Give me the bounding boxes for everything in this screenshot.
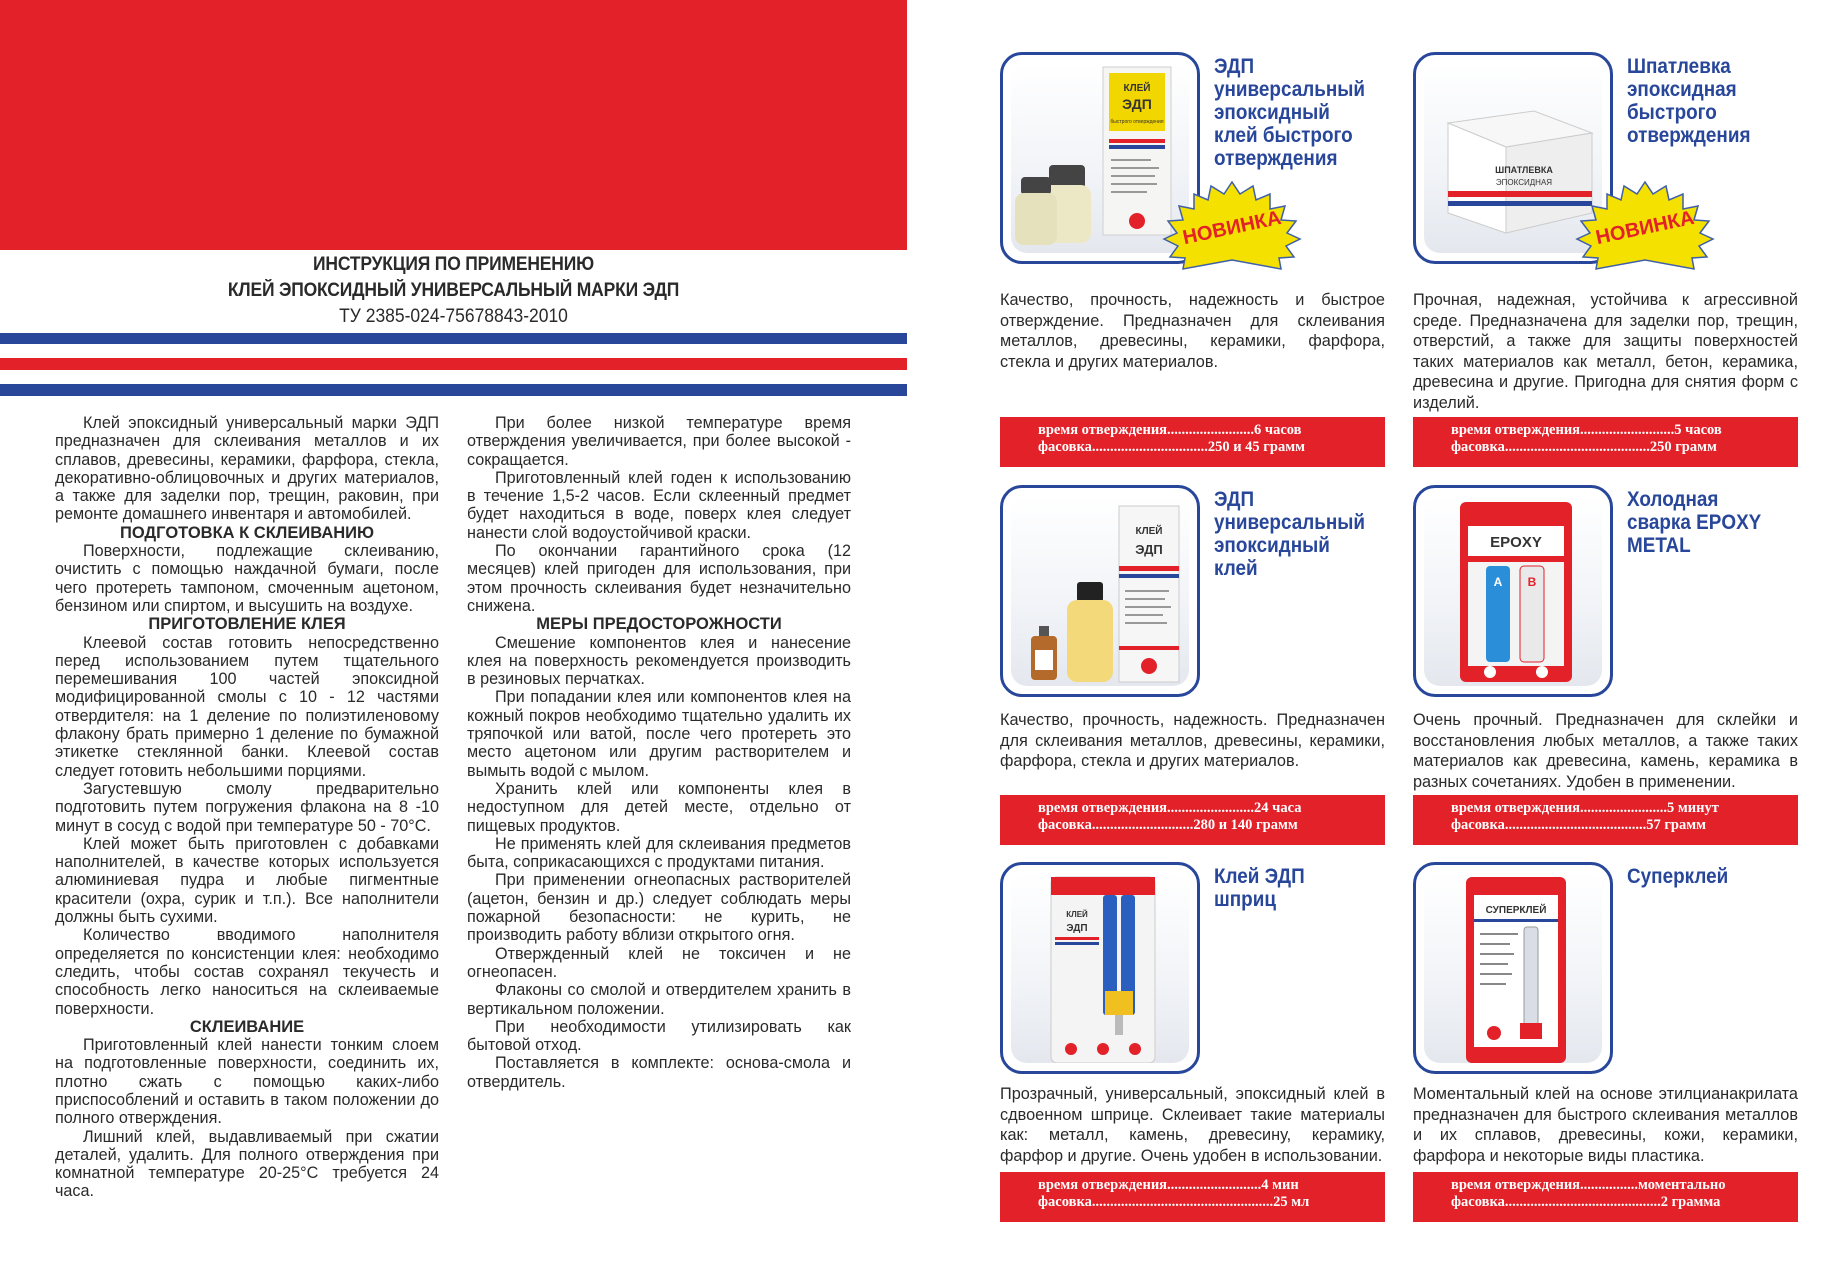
glue-paragraph: Клеевой состав готовить непосредственно перед использованием путем тщательного перемешивания 100 частей эпоксидной модифицированной смолы с 10 - 12 частями отвердителя: на 1 деление по полиэтиленовому флакону брать примерно 1 деление по бумажной этикетке стеклянной банки. Клеевой состав следует готовить небольшими порциями.: [55, 633, 439, 780]
svg-text:быстрого отверждения: быстрого отверждения: [1110, 119, 1164, 125]
product-spec: [1413, 1172, 1798, 1222]
safety-paragraph: При попадании клея или компонентов клея на кожный покров необходимо тщательно удалить их тряпочкой или ватой, после чего протереть это место ацетоном или другим растворителем и вымыть водой с мылом.: [467, 688, 851, 780]
product-card-syringe: [1000, 862, 1385, 1222]
product-description: Прочная, надежная, устойчива к агрессивной среде. Предназначена для заделки пор, трещин, отверстий, а также для защиты поверхностей таких материалов как металл, бетон, керамика, древесина и другие. Пригодна для снятия форм с изделий.: [1413, 291, 1798, 412]
product-image: [1424, 496, 1602, 686]
safety-paragraph: При применении огнеопасных растворителей (ацетон, бензин и др.) следует соблюдать меры пожарной безопасности: не курить, не производить работу вблизи открытого огня.: [467, 871, 851, 945]
svg-text:ЭДП: ЭДП: [1122, 96, 1152, 112]
bond-paragraph: По окончании гарантийного срока (12 месяцев) клей пригоден для использования, при этом прочность склеивания будет незначительно снижена.: [467, 542, 851, 615]
safety-heading: МЕРЫ ПРЕДОСТОРОЖНОСТИ: [536, 615, 782, 634]
spec-cure-time: время отверждения........................5 минут: [1451, 800, 1719, 816]
product-image: [1011, 496, 1189, 686]
stripe-red: [0, 358, 907, 370]
product-title: ЭДП универсальный эпоксидный клей быстрого отверждения: [1214, 55, 1366, 170]
product-description: Прозрачный, универсальный, эпоксидный клей в сдвоенном шприце. Склеивает такие материалы как: металл, камень, древесину, керамику, фарфор и другие. Очень удобен в использовании.: [1000, 1085, 1385, 1165]
bond-heading: СКЛЕИВАНИЕ: [189, 1017, 305, 1036]
instructions-column-1: [55, 414, 439, 1201]
bond-paragraph: Лишний клей, выдавливаемый при сжатии деталей, удалить. Для полного отверждения при комнатной температуре 20-25°С требуется 24 часа.: [55, 1127, 439, 1201]
new-badge: [1160, 180, 1305, 270]
svg-text:ШПАТЛЕВКА: ШПАТЛЕВКА: [1495, 165, 1553, 175]
product-title: Холодная сварка EPOXY METAL: [1627, 488, 1761, 557]
spec-cure-time: время отверждения..........................5 часов: [1451, 422, 1722, 438]
svg-text:КЛЕЙ: КЛЕЙ: [1123, 83, 1151, 94]
svg-text:КЛЕЙ: КЛЕЙ: [1066, 910, 1088, 919]
spec-package: фасовка........................................250 грамм: [1451, 438, 1717, 455]
product-description: Качество, прочность, надежность и быстрое отверждение. Предназначен для склеивания металлов, древесины, керамики, фарфора, стекла и других материалов.: [1000, 291, 1385, 371]
spec-cure-time: время отверждения................моментально: [1451, 1177, 1726, 1193]
glue-paragraph: Клей может быть приготовлен с добавками наполнителей, в качестве которых используется алюминиевая пудра и любые пигментные красители (охра, сурик и т.п.). Все наполнители должны быть сухими.: [55, 834, 439, 927]
prep-heading: ПОДГОТОВКА К СКЛЕИВАНИЮ: [119, 523, 375, 542]
product-image-frame: [1413, 862, 1613, 1074]
product-title: Суперклей: [1627, 865, 1729, 888]
product-description: Моментальный клей на основе этилцианакрилата предназначен для быстрого склеивания металлов и их сплавов, древесины, кожи, керамики, фарфора и некоторые виды пластика.: [1413, 1085, 1798, 1165]
title-line-1: ИНСТРУКЦИЯ ПО ПРИМЕНЕНИЮ: [313, 254, 594, 275]
svg-text:СУПЕРКЛЕЙ: СУПЕРКЛЕЙ: [1485, 905, 1547, 916]
product-spec: [1413, 417, 1798, 467]
spec-package: фасовка.......................................57 грамм: [1451, 816, 1706, 833]
svg-text:A: A: [1493, 575, 1503, 589]
glue-heading: ПРИГОТОВЛЕНИЕ КЛЕЯ: [148, 615, 346, 634]
safety-paragraph: Смешение компонентов клея и нанесение клея на поверхность рекомендуется производить в резиновых перчатках.: [467, 633, 851, 689]
product-title: Шпатлевка эпоксидная быстрого отверждения: [1627, 55, 1751, 147]
intro-paragraph: Клей эпоксидный универсальный марки ЭДП предназначен для склеивания металлов и их сплавов, древесины, керамики, фарфора, стекла, декоративно-облицовочных и других материалов, а также для заделки пор, трещин, раковин, при ремонте домашнего инвентаря и автомобилей.: [55, 414, 439, 524]
product-spec: [1000, 795, 1385, 845]
bond-paragraph: Приготовленный клей нанести тонким слоем на подготовленные поверхности, соединить их, плотно сжать с помощью каких-либо приспособлений и оставить в таком положении до полного отверждения.: [55, 1036, 439, 1128]
product-spec: [1000, 417, 1385, 467]
instruction-title: [0, 252, 907, 330]
product-title: ЭДП универсальный эпоксидный клей: [1214, 488, 1366, 580]
bond-paragraph: Приготовленный клей годен к использованию в течение 1,5-2 часов. Если склеенный предмет будет находиться в воде, поверх клея следует нанести слой водоустойчивой краски.: [467, 468, 851, 542]
stripe-blue-1: [0, 333, 907, 344]
stripe-blue-2: [0, 384, 907, 396]
product-card-superglue: [1413, 862, 1798, 1222]
svg-text:ЭДП: ЭДП: [1066, 923, 1088, 934]
product-card-edp-fast: [1000, 52, 1385, 467]
svg-text:ЭПОКСИДНАЯ: ЭПОКСИДНАЯ: [1495, 178, 1553, 187]
safety-paragraph: Не применять клей для склеивания предметов быта, соприкасающихся с продуктами питания.: [467, 834, 851, 872]
new-badge: [1573, 180, 1718, 270]
glue-paragraph: Загустевшую смолу предварительно подготовить путем погружения флакона на 8 -10 минут в сосуд с водой при температуре 50 - 70°С.: [55, 779, 439, 835]
safety-paragraph: Отвержденный клей не токсичен и не огнеопасен.: [467, 944, 851, 981]
svg-text:КЛЕЙ: КЛЕЙ: [1135, 526, 1163, 537]
svg-text:НОВИНКА: НОВИНКА: [1593, 206, 1697, 250]
product-card-putty: [1413, 52, 1798, 467]
product-description: Качество, прочность, надежность. Предназначен для склеивания металлов, древесины, керамики, фарфора, стекла и других материалов.: [1000, 711, 1385, 770]
safety-paragraph: При необходимости утилизировать как бытовой отход.: [467, 1017, 851, 1055]
glue-paragraph: Количество вводимого наполнителя определяется по консистенции клея: необходимо следить, чтобы состав сохранял текучесть и способность легко наноситься на склеиваемые поверхности.: [55, 926, 439, 1018]
product-card-edp-universal: [1000, 485, 1385, 845]
product-description: Очень прочный. Предназначен для склейки и восстановления любых металлов, а также таких материалов как древесина, камень, керамика в разных сочетаниях. Удобен в применении.: [1413, 711, 1798, 791]
bond-paragraph: При более низкой температуре время отверждения увеличивается, при более высокой - сокращается.: [467, 414, 851, 469]
safety-paragraph: Хранить клей или компоненты клея в недоступном для детей месте, отдельно от пищевых продуктов.: [467, 779, 851, 835]
safety-paragraph: Флаконы со смолой и отвердителем хранить в вертикальном положении.: [467, 981, 851, 1018]
product-spec: [1413, 795, 1798, 845]
prep-paragraph: Поверхности, подлежащие склеиванию, очистить с помощью наждачной бумаги, после чего протереть тампоном, смоченным ацетоном, бензином или спиртом, и высушить на воздухе.: [55, 542, 439, 615]
product-image: [1424, 873, 1602, 1063]
product-image: [1011, 873, 1189, 1063]
product-card-epoxy-metal: [1413, 485, 1798, 845]
svg-text:НОВИНКА: НОВИНКА: [1180, 206, 1284, 250]
product-image-frame: [1000, 862, 1200, 1074]
svg-text:ЭДП: ЭДП: [1135, 542, 1163, 557]
spec-package: фасовка................................250 и 45 грамм: [1038, 438, 1305, 455]
svg-text:EPOXY: EPOXY: [1490, 534, 1542, 551]
red-header-block: [0, 0, 907, 250]
product-image-frame: [1000, 485, 1200, 697]
safety-paragraph: Поставляется в комплекте: основа-смола и отвердитель.: [467, 1054, 851, 1091]
spec-package: фасовка..................................................25 мл: [1038, 1193, 1310, 1210]
product-spec: [1000, 1172, 1385, 1222]
spec-cure-time: время отверждения........................6 часов: [1038, 422, 1302, 438]
tu-number: ТУ 2385-024-75678843-2010: [339, 306, 568, 327]
svg-text:B: B: [1527, 575, 1537, 589]
title-line-2: КЛЕЙ ЭПОКСИДНЫЙ УНИВЕРСАЛЬНЫЙ МАРКИ ЭДП: [227, 280, 680, 301]
spec-package: фасовка...........................................2 грамма: [1451, 1193, 1721, 1210]
spec-cure-time: время отверждения..........................4 мин: [1038, 1177, 1299, 1193]
spec-cure-time: время отверждения........................24 часа: [1038, 800, 1302, 816]
instructions-column-2: [467, 414, 851, 1091]
product-title: Клей ЭДП шприц: [1214, 865, 1305, 911]
product-image-frame: [1413, 485, 1613, 697]
spec-package: фасовка............................280 и 140 грамм: [1038, 816, 1298, 833]
